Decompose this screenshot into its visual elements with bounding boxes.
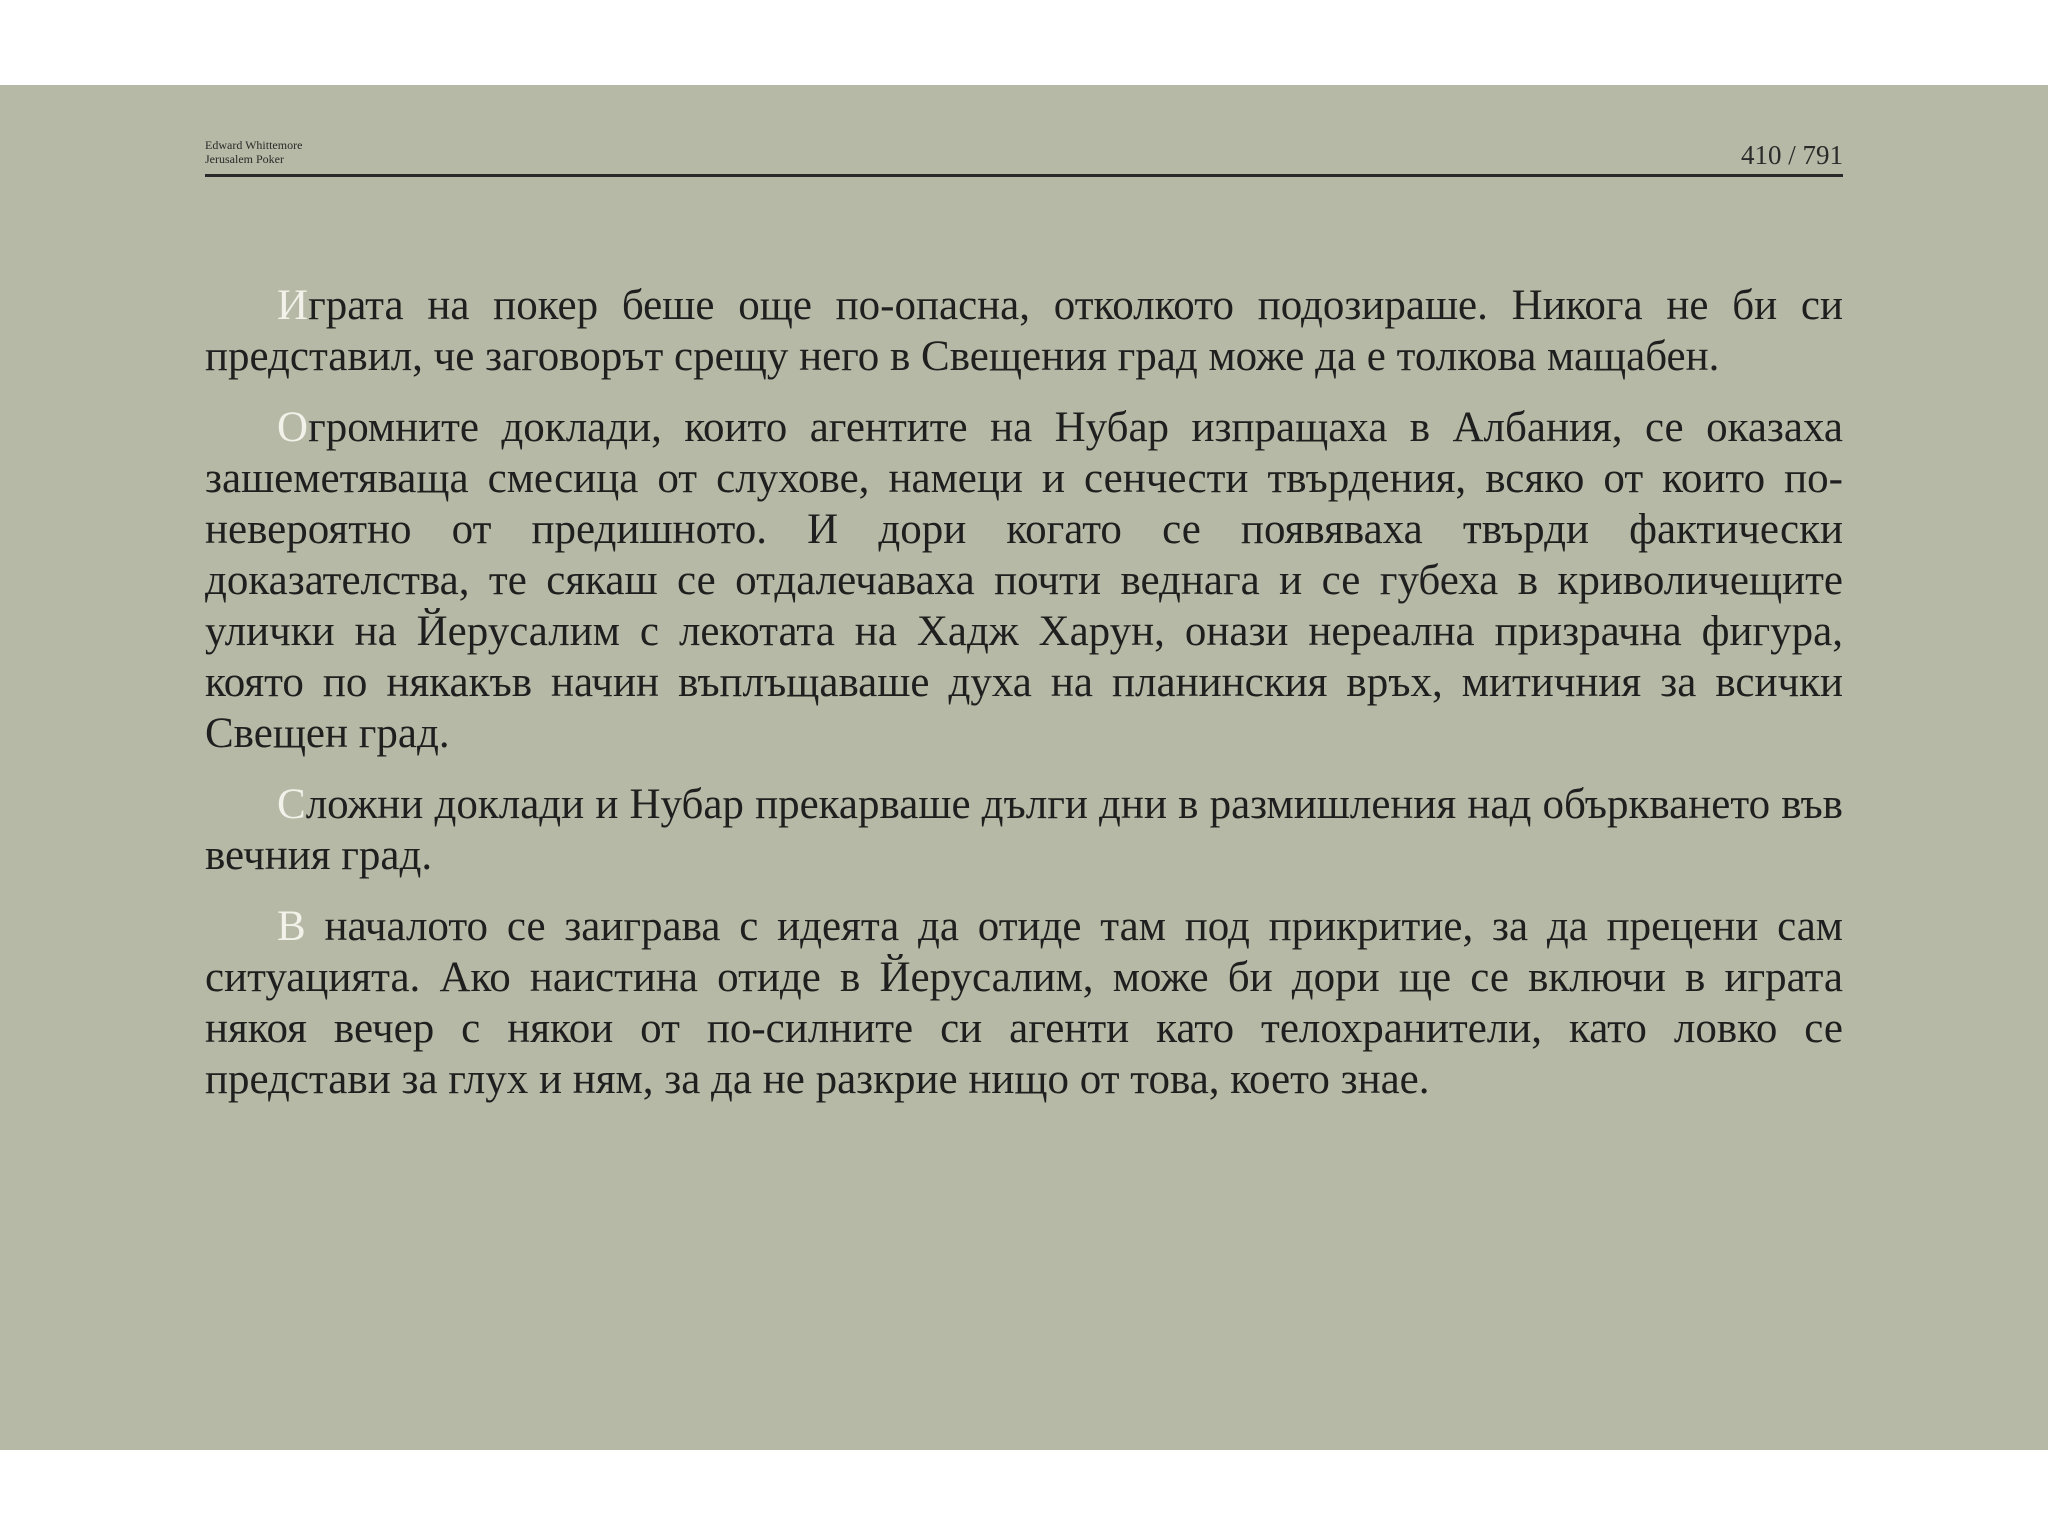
paragraph-text: ложни доклади и Нубар прекарваше дълги дни в размишления над объркването във вечния град. bbox=[205, 781, 1843, 879]
paragraph-text: грата на покер беше още по-опасна, отколкото подозираше. Никога не би си представил, че заговорът срещу него в Свещения град може да е толкова мащабен. bbox=[205, 282, 1843, 380]
running-head bbox=[205, 138, 302, 166]
paragraph-2 bbox=[205, 402, 1843, 759]
paragraph-3 bbox=[205, 779, 1843, 881]
paragraph-initial: О bbox=[277, 404, 309, 451]
paragraph-initial: И bbox=[277, 282, 309, 329]
book-title: Jerusalem Poker bbox=[205, 152, 284, 166]
paragraph-1 bbox=[205, 280, 1843, 382]
page-header bbox=[205, 138, 1843, 260]
paragraph-initial: В bbox=[277, 903, 306, 950]
header-divider bbox=[205, 174, 1843, 177]
page-text bbox=[205, 280, 1843, 1125]
paragraph-text: началото се заиграва с идеята да отиде там под прикритие, за да прецени сам ситуацията. Ако наистина отиде в Йерусалим, може би дори ще се включи в играта някоя вечер с някои от по-силните си агенти като телохранители, като ловко се представи за глух и ням, за да не разкрие нищо от това, което знае. bbox=[205, 903, 1843, 1103]
paragraph-text: громните доклади, които агентите на Нубар изпращаха в Албания, се оказаха зашеметяваща смесица от слухове, намеци и сенчести твърдения, всяко от които по-невероятно от предишното. И дори когато се появяваха твърди фактически доказателства, те сякаш се отдалечаваха почти веднага и се губеха в криволичещите улички на Йерусалим с лекотата на Хадж Харун, онази нереална призрачна фигура, която по някакъв начин въплъщаваше духа на планинския връх, митичния за всички Свещен град. bbox=[205, 404, 1843, 757]
author-name: Edward Whittemore bbox=[205, 138, 303, 152]
paragraph-4 bbox=[205, 901, 1843, 1105]
page-counter: 410 / 791 bbox=[1740, 140, 1843, 170]
paragraph-initial: С bbox=[277, 781, 306, 828]
